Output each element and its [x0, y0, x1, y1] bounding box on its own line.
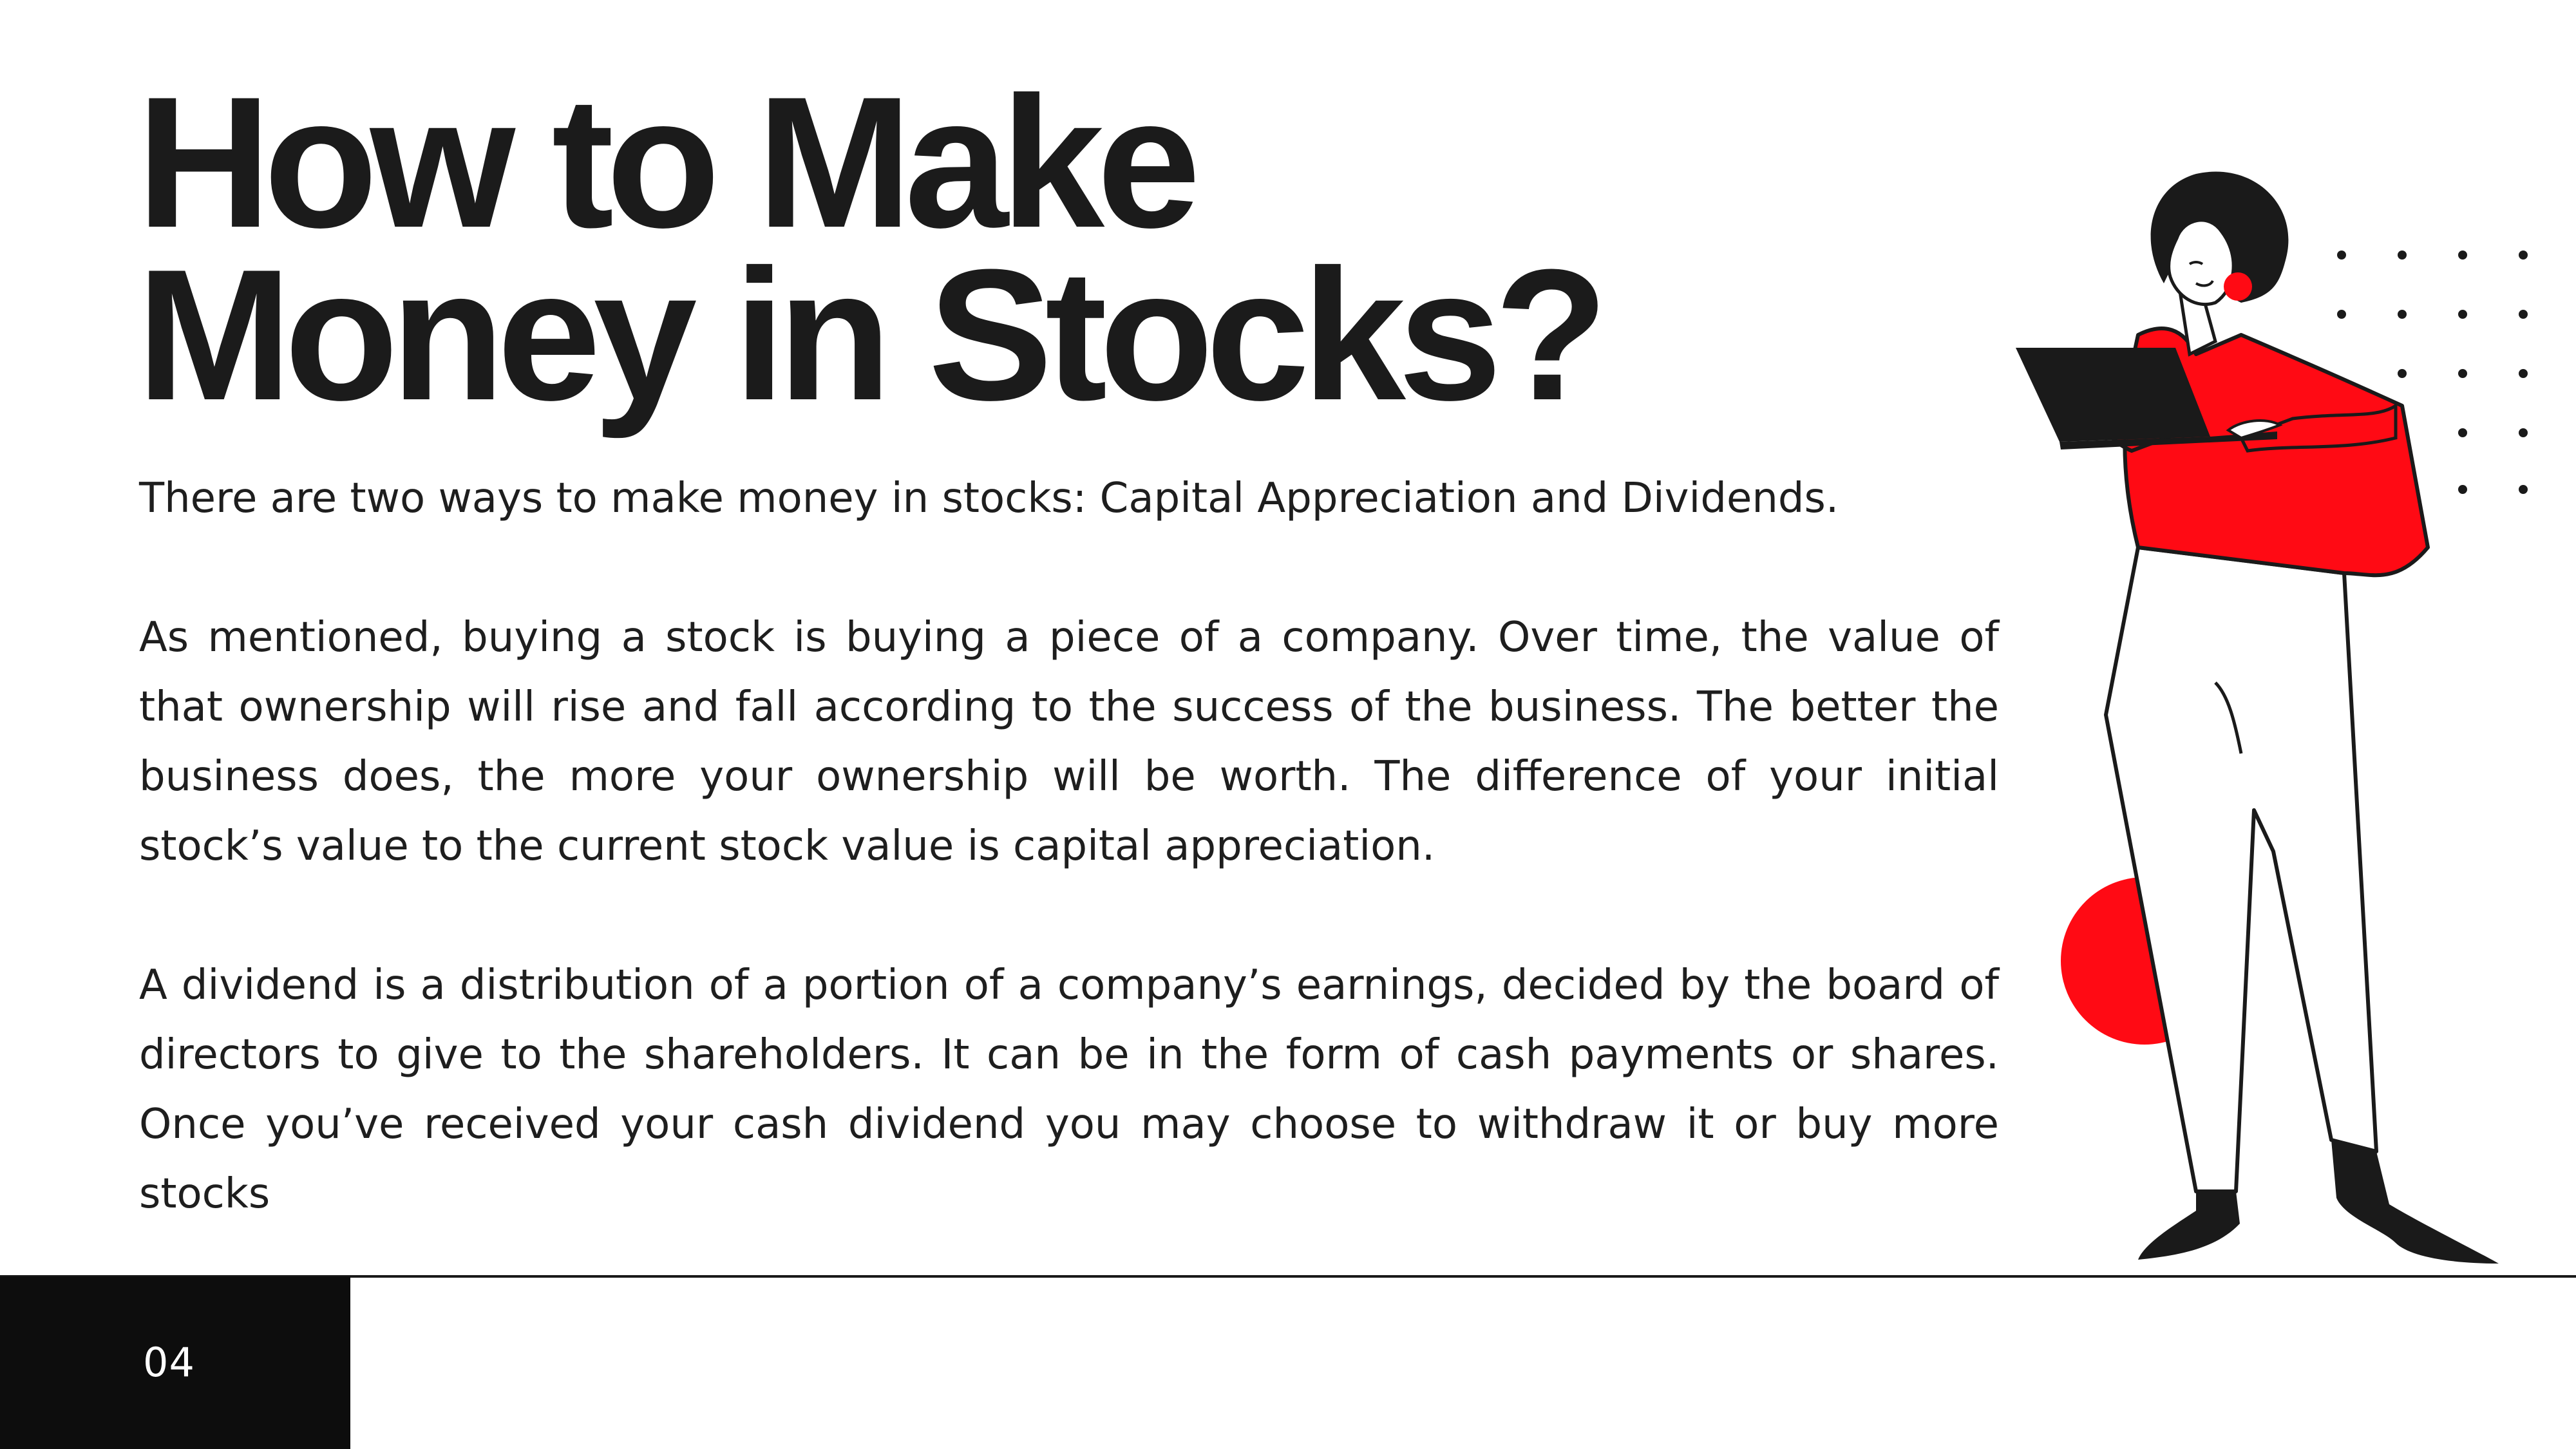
capital-appreciation-paragraph: As mentioned, buying a stock is buying a piece of a company. Over time, the value of that ownership will rise and fall according to the success of the business. The better the business does, the more your ownership will be worth. The difference of your initial stock’s value to the current stock value is capital appreciation. — [139, 614, 1999, 870]
body-text — [139, 464, 1999, 1229]
earring — [2224, 272, 2252, 301]
trousers — [2106, 547, 2376, 1191]
slide-title — [137, 58, 1811, 439]
intro-paragraph: There are two ways to make money in stocks: Capital Appreciation and Dividends. — [139, 475, 1839, 522]
left-shoe — [2138, 1191, 2240, 1260]
title-line-2: Money in Stocks? — [137, 231, 1601, 439]
title-line-1: How to Make — [137, 58, 1193, 267]
dividends-paragraph: A dividend is a distribution of a portion of a company’s earnings, decided by the board of directors to give to the shareholders. It can be in the form of cash payments or shares. Once you’ve received your cash dividend you may choose to withdraw it or buy more stocks — [139, 961, 1999, 1218]
woman-with-laptop-illustration — [1984, 161, 2576, 1282]
page-number: 04 — [143, 1339, 195, 1386]
footer-divider — [0, 1275, 2576, 1278]
right-shoe — [2331, 1140, 2499, 1264]
